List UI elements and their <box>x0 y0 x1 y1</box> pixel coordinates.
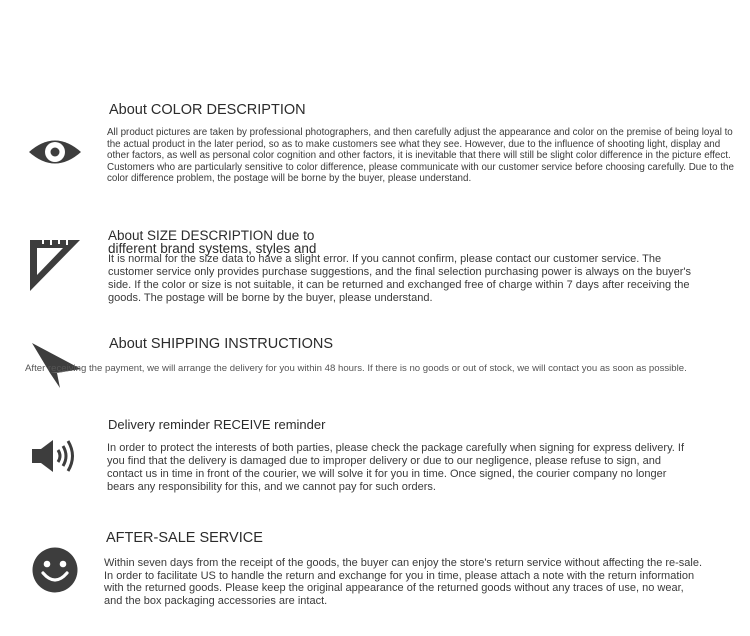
section-title-line2: different brand systems, styles and <box>108 241 317 256</box>
eye-icon <box>28 133 82 171</box>
speaker-icon <box>31 438 79 474</box>
section-title: Delivery reminder RECEIVE reminder <box>108 417 326 432</box>
triangle-ruler-icon <box>29 239 81 292</box>
section-title: AFTER-SALE SERVICE <box>106 530 263 546</box>
section-title-line1: About SIZE DESCRIPTION due to <box>108 228 315 243</box>
section-title: About COLOR DESCRIPTION <box>109 102 306 118</box>
section-body: All product pictures are taken by professional photographers, and then carefully adjust the appearance and color on the premise of being loyal to the actual product in the later period, so as to make customers see what they see. However, due to the influence of shooting light, display and other factors, as well as personal color cognition and other factors, it is inevitable that there will still be slight color difference in the picture effect. Customers who are particularly sensitive to color difference, please communicate with our customer service before choosing carefully. Due to the color difference problem, the postage will be borne by the buyer, please understand. <box>107 127 734 185</box>
section-body: After receiving the payment, we will arrange the delivery for you within 48 hours. If there is no goods or out of stock, we will contact you as soon as possible. <box>25 363 687 374</box>
section-body: Within seven days from the receipt of the goods, the buyer can enjoy the store's return service without affecting the re-sale. In order to facilitate US to handle the return and exchange for you in time, please attach a note with the return information with the returned goods. Please keep the original appearance of the returned goods without any traces of use, no wear, and the box packaging accessories are intact. <box>104 557 703 607</box>
section-title: About SHIPPING INSTRUCTIONS <box>109 336 333 352</box>
section-body: In order to protect the interests of both parties, please check the package carefully when signing for express delivery. If you find that the delivery is damaged due to improper delivery or due to our negligence, please refuse to sign, and contact us in time in front of the courier, we will solve it for you in time. Once signed, the courier company no longer bears any responsibility for this, and we cannot pay for such orders. <box>107 442 684 493</box>
smiley-icon <box>32 547 78 593</box>
section-body: It is normal for the size data to have a slight error. If you cannot confirm, please contact our customer service. The customer service only provides purchase suggestions, and the final selection purchasing power is always on the buyer's side. If the color or size is not suitable, it can be returned and exchanged free of charge within 7 days after receiving the goods. The postage will be borne by the buyer, please understand. <box>108 253 691 304</box>
